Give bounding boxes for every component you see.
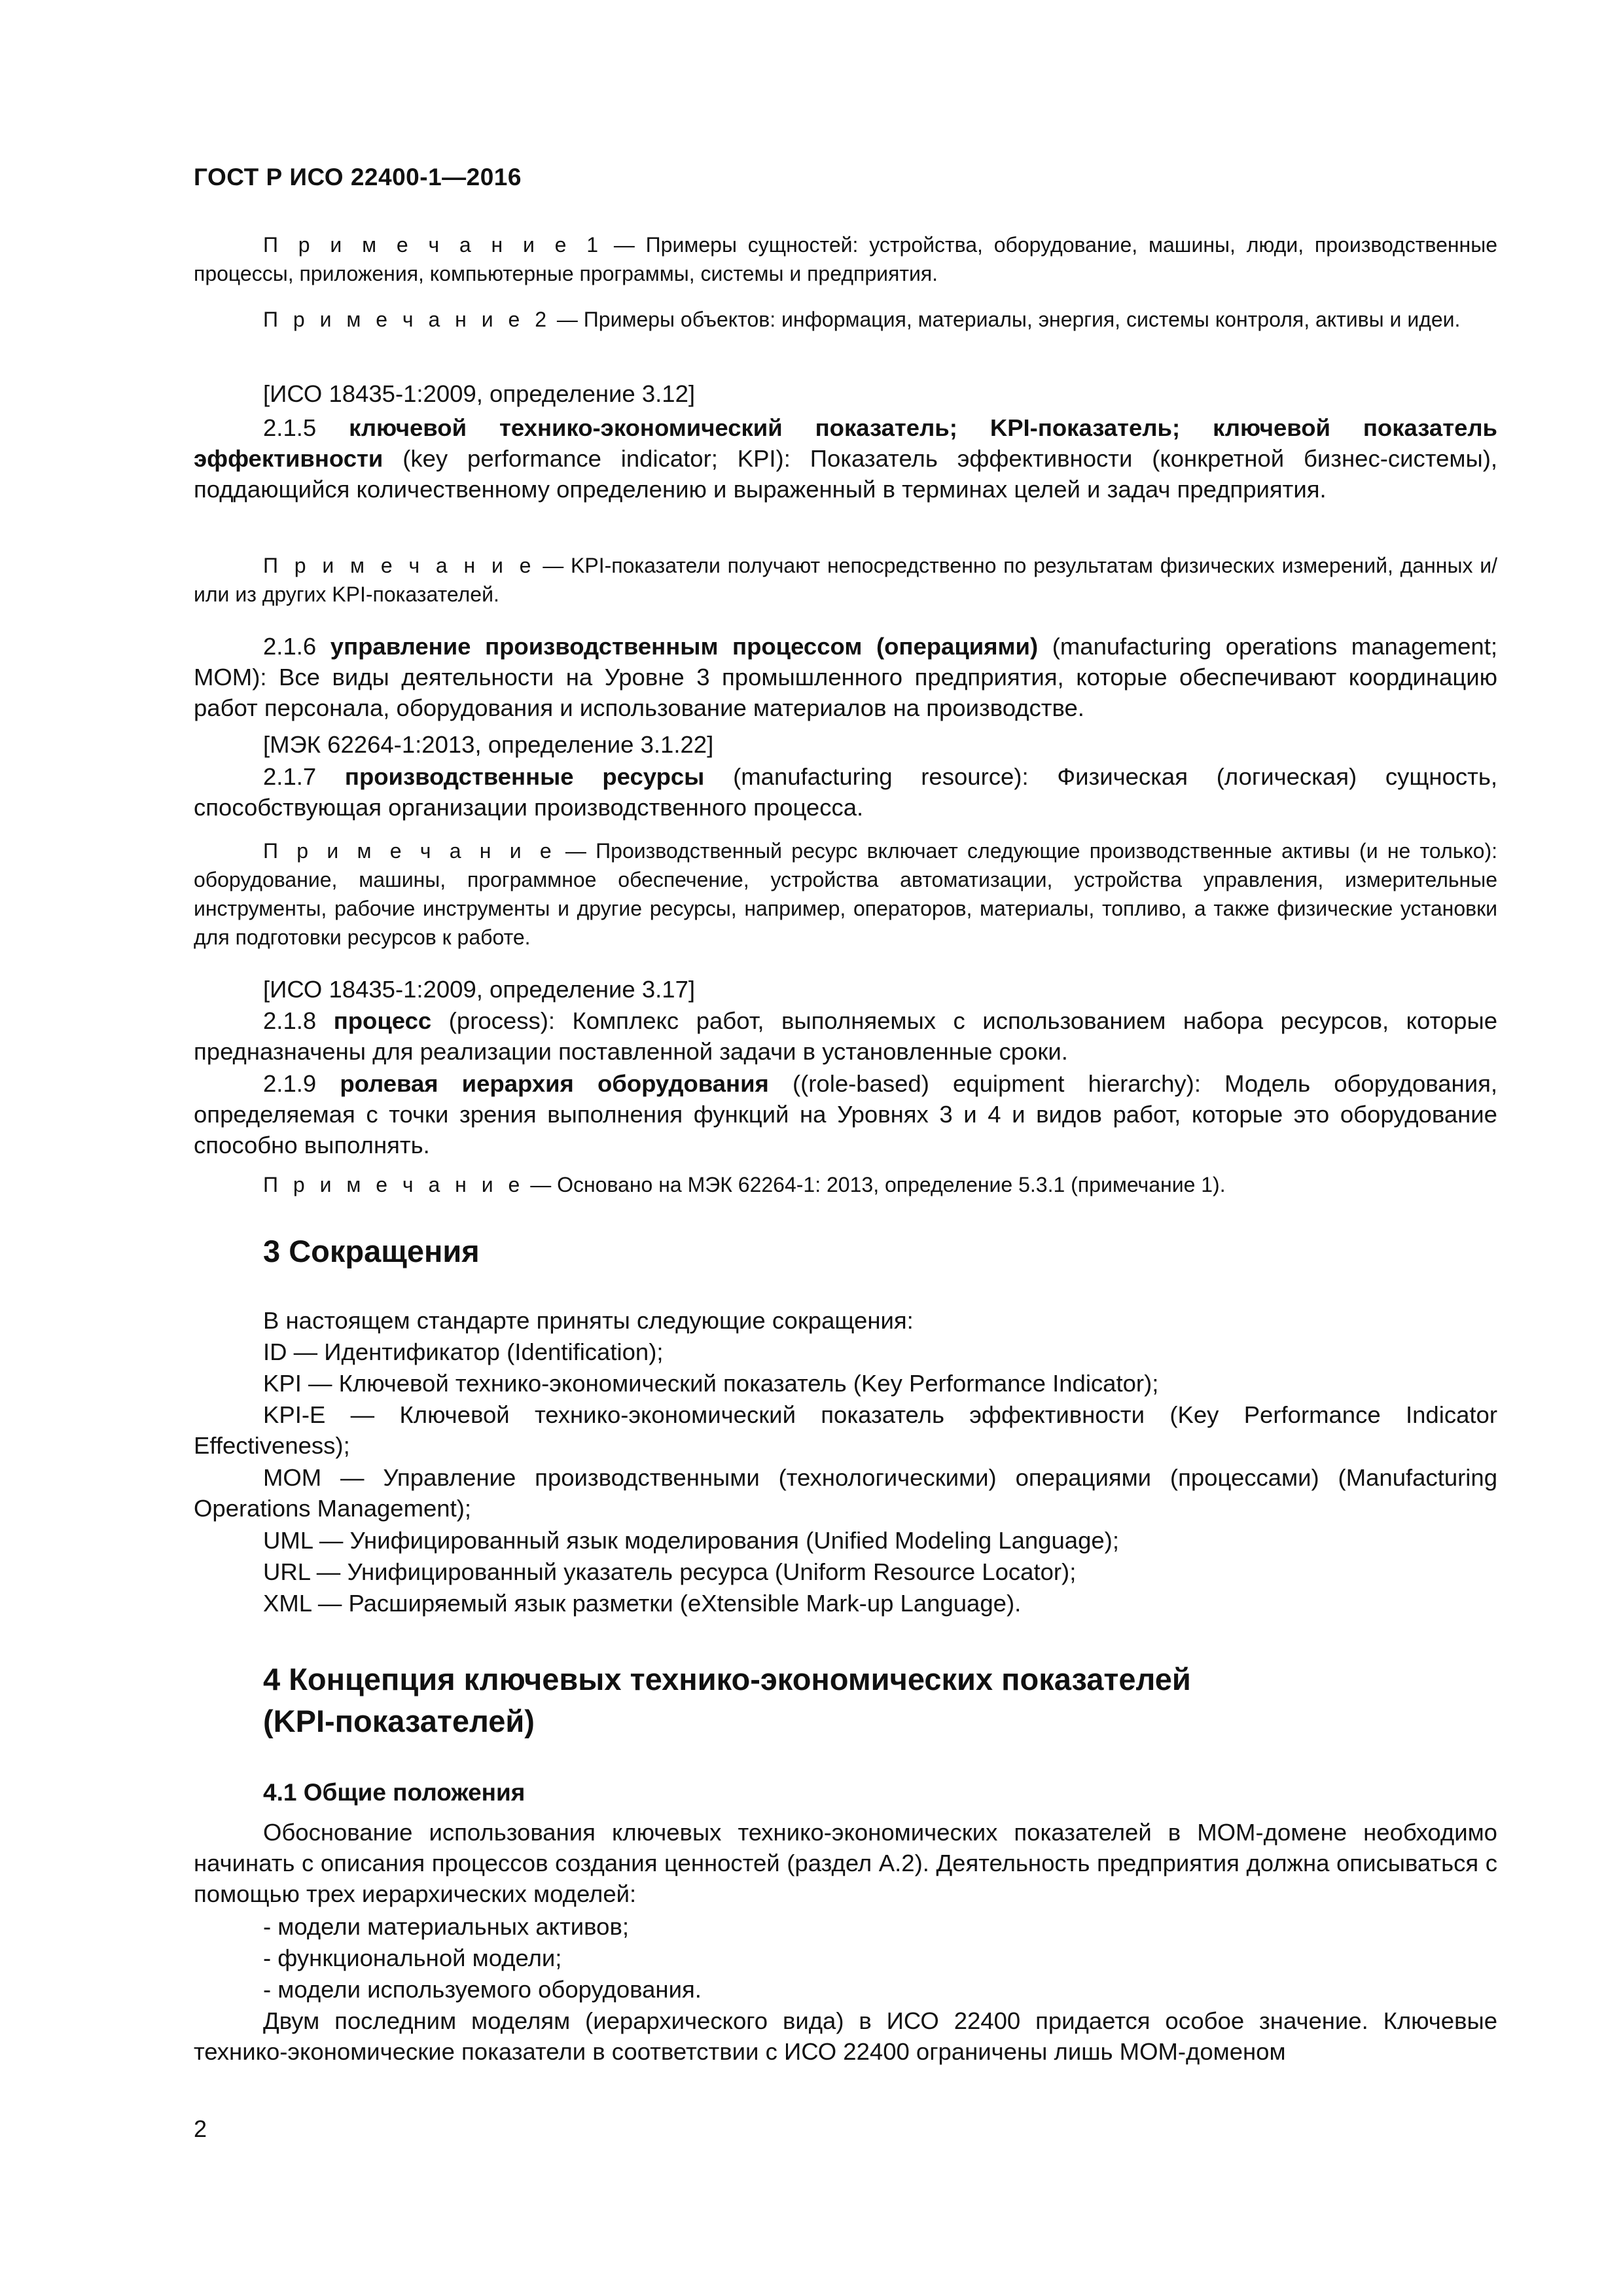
note-text: — KPI-показатели получают непосредственно по результатам физических измерений, данных и/или из других KPI-показателей. — [194, 554, 1498, 606]
note-text: — Примеры сущностей: устройства, оборудование, машины, люди, производственные процессы, приложения, компьютерные программы, системы и предприятия. — [194, 233, 1498, 285]
definition-2-1-5 — [194, 412, 1497, 505]
section-4-paragraph-1: Обоснование использования ключевых технико-экономических показателей в MOM-домене необходимо начинать с описания процессов создания ценностей (раздел А.2). Деятельность предприятия должна описываться с помощью трех иерархических моделей: — [194, 1819, 1497, 1907]
list-item: - функциональной модели; — [263, 1945, 562, 1971]
definition-number: 2.1.9 — [263, 1070, 340, 1097]
abbreviation-item: KPI — Ключевой технико-экономический показатель (Key Performance Indicator); — [263, 1370, 1159, 1397]
list-item: - модели материальных активов; — [263, 1913, 629, 1940]
section-4-paragraph-2: Двум последним моделям (иерархического вида) в ИСО 22400 придается особое значение. Ключевые технико-экономические показатели в соответствии с ИСО 22400 ограничены лишь MOM-доменом — [194, 2007, 1497, 2065]
section-4-heading-line2: (KPI-показателей) — [263, 1704, 535, 1738]
note-2 — [194, 305, 1497, 334]
definition-text: (key performance indicator; KPI): Показатель эффективности (конкретной бизнес-системы), поддающийся количественному определению и выраженный в терминах целей и задач предприятия. — [194, 445, 1497, 503]
definition-text: (process): Комплекс работ, выполняемых с использованием набора ресурсов, которые предназначены для реализации поставленной задачи в установленные сроки. — [194, 1007, 1497, 1065]
note-2-1-5 — [194, 551, 1497, 609]
note-1 — [194, 230, 1497, 288]
definition-number: 2.1.6 — [263, 633, 330, 660]
definition-text: (manufacturing operations management; MOM): Все виды деятельности на Уровне 3 промышленного предприятия, которые обеспечивают координацию работ персонала, оборудования и использование материалов на производстве. — [194, 633, 1497, 721]
reference-3-12: [ИСО 18435-1:2009, определение 3.12] — [263, 380, 696, 407]
abbreviation-item: MOM — Управление производственными (технологическими) операциями (процессами) (Manufacturing Operations Management); — [194, 1464, 1497, 1522]
section-3-intro: В настоящем стандарте приняты следующие сокращения: — [263, 1307, 914, 1334]
note-2-1-7 — [194, 836, 1497, 952]
definition-term: управление производственным процессом (операциями) — [330, 633, 1039, 660]
definition-term: ролевая иерархия оборудования — [340, 1070, 769, 1097]
abbreviation-item: XML — Расширяемый язык разметки (eXtensible Mark-up Language). — [263, 1590, 1022, 1617]
definition-term: процесс — [333, 1007, 432, 1034]
note-label: П р и м е ч а н и е 1 — [263, 233, 603, 257]
definition-term: производственные ресурсы — [344, 763, 705, 790]
note-2-1-9 — [194, 1170, 1497, 1199]
note-label: П р и м е ч а н и е — [263, 554, 536, 577]
list-item: - модели используемого оборудования. — [263, 1976, 702, 2003]
abbreviation-item: KPI-E — Ключевой технико-экономический показатель эффективности (Key Performance Indicator Effectiveness); — [194, 1401, 1497, 1459]
note-label: П р и м е ч а н и е — [263, 1173, 525, 1196]
note-text: — Примеры объектов: информация, материалы, энергия, системы контроля, активы и идеи. — [550, 308, 1461, 331]
abbreviation-item: URL — Унифицированный указатель ресурса (Uniform Resource Locator); — [263, 1558, 1077, 1585]
section-3-heading: 3 Сокращения — [263, 1234, 480, 1268]
reference-3-17: [ИСО 18435-1:2009, определение 3.17] — [263, 976, 696, 1003]
definition-2-1-8 — [194, 1005, 1497, 1067]
document-header: ГОСТ Р ИСО 22400-1—2016 — [194, 164, 522, 190]
abbreviation-item: ID — Идентификатор (Identification); — [263, 1338, 664, 1365]
note-label: П р и м е ч а н и е — [263, 839, 556, 863]
section-4-heading-line1: 4 Концепция ключевых технико-экономических показателей — [263, 1662, 1191, 1696]
abbreviation-item: UML — Унифицированный язык моделирования (Unified Modeling Language); — [263, 1527, 1119, 1554]
page-number: 2 — [194, 2115, 207, 2142]
subsection-4-1-heading: 4.1 Общие положения — [263, 1779, 526, 1806]
definition-number: 2.1.5 — [263, 414, 349, 441]
note-text: — Производственный ресурс включает следующие производственные активы (и не только): оборудование, машины, программное обеспечение, устройства автоматизации, устройства управления, измерительные инструменты, рабочие инструменты и другие ресурсы, например, операторов, материалы, топливо, а также физические установки для подготовки ресурсов к работе. — [194, 839, 1498, 949]
definition-2-1-6 — [194, 631, 1497, 723]
definition-text: (manufacturing resource): Физическая (логическая) сущность, способствующая организации производственного процесса. — [194, 763, 1497, 821]
definition-term: ключевой технико-экономический показатель; KPI-показатель; ключевой показатель эффективности — [194, 414, 1497, 472]
definition-text: ((role-based) equipment hierarchy): Модель оборудования, определяемая с точки зрения выполнения функций на Уровнях 3 и 4 и видов работ, которые это оборудование способно выполнять. — [194, 1070, 1497, 1158]
section-4-heading — [263, 1659, 1191, 1742]
reference-3-1-22: [МЭК 62264-1:2013, определение 3.1.22] — [263, 731, 714, 758]
note-text: — Основано на МЭК 62264-1: 2013, определение 5.3.1 (примечание 1). — [524, 1173, 1226, 1196]
definition-2-1-7 — [194, 761, 1497, 823]
definition-2-1-9 — [194, 1068, 1497, 1160]
definition-number: 2.1.8 — [263, 1007, 334, 1034]
note-label: П р и м е ч а н и е 2 — [263, 308, 551, 331]
definition-number: 2.1.7 — [263, 763, 345, 790]
